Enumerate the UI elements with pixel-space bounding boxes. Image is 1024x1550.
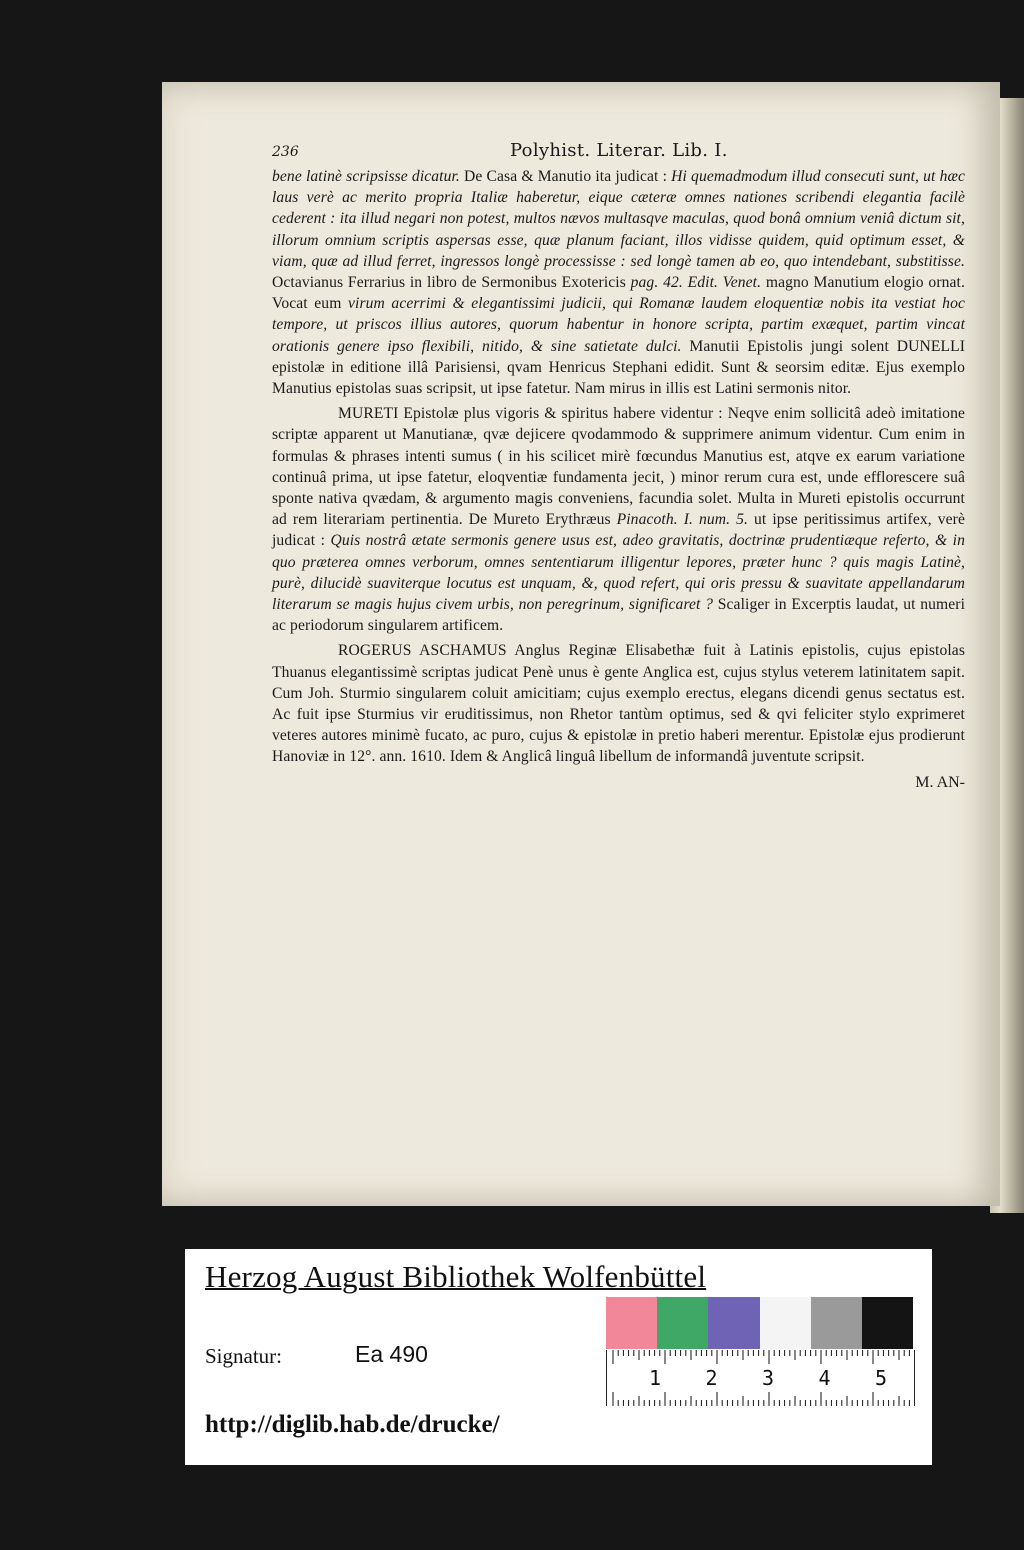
italic-text-run: bene latinè scripsisse dicatur. (272, 168, 460, 185)
italic-text-run: Quis nostrâ ætate sermonis genere usus est, adeo gravitatis, doctrinæ prudentiæque referto, & in quo præterea omnes verborum, omnes sententiarum illigentur lepores, præter hunc ? quis magis Latinè, purè, dilucidè suaviterque locutus est unquam, &, quod refert, qui oris pressu & suavitate appellandarum literarum se magis hujus civem urbis, non peregrinum, significaret ? (272, 532, 965, 614)
running-head: Polyhist. Literar. Lib. I. (510, 140, 728, 161)
measurement-ruler (606, 1350, 915, 1406)
digital-library-url: http://diglib.hab.de/drucke/ (205, 1411, 500, 1438)
text-run: ROGERUS ASCHAMUS Anglus Reginæ Elisabethæ fuit à Latinis epistolis, cujus epistolas Thuanus elegantissimè scriptas judicat Penè unus è gente Anglica est, cujus stylus veterem latinitatem sapit. Cum Joh. Sturmio singularem coluit amicitiam; cujus exemplo erectus, elegans dicendi genus sectatus est. Ac fuit ipse Sturmius vir eruditissimus, non Rhetor tantùm optimus, sed & qvi feliciter stylo exprimeret veteres autores minimè fucato, ac puro, cujus & epistolæ in pretio haberi merentur. Epistolæ ejus prodierunt Hanoviæ in 12°. ann. 1610. Idem & Anglicâ linguâ libellum de informandâ juventute scripsit. (272, 642, 965, 766)
color-swatch (862, 1297, 913, 1349)
italic-text-run: pag. 42. Edit. Venet. (630, 274, 762, 292)
color-swatch (606, 1297, 657, 1349)
text-run: Octavianus Ferrarius in libro de Sermonibus Exotericis (272, 274, 631, 292)
color-calibration-bar (606, 1297, 913, 1349)
color-swatch (657, 1297, 708, 1349)
page-header (272, 140, 965, 164)
color-swatch (760, 1297, 811, 1349)
catchword: M. AN- (915, 773, 965, 791)
library-name (205, 1259, 706, 1295)
library-name-text: Herzog August Bibliothek Wolfenbüttel (205, 1259, 707, 1294)
color-swatch (811, 1297, 862, 1349)
paragraph (272, 166, 965, 399)
ruler-number: 1 (649, 1366, 662, 1390)
signature-label: Signatur: (205, 1344, 282, 1368)
text-run: Scaliger in Excerptis laudat, ut numeri ac periodorum singularem artificem. (272, 596, 966, 635)
text-run: magno Manutium elogio ornat. Vocat eum (272, 274, 965, 313)
ruler-number: 3 (762, 1366, 775, 1390)
text-run: ut ipse peritissimus artifex, verè judicat : (272, 511, 965, 550)
page-text-block (272, 140, 965, 792)
ruler-number: 4 (818, 1366, 831, 1390)
page-number: 236 (272, 144, 299, 160)
text-run: De Casa & Manutio ita judicat : (459, 168, 672, 185)
ruler-number: 5 (875, 1366, 888, 1390)
color-swatch (708, 1297, 759, 1349)
paragraph (272, 403, 965, 636)
signature-value: Ea 490 (355, 1341, 428, 1367)
ruler-number: 2 (705, 1366, 718, 1390)
text-run: Manutii Epistolis jungi solent DUNELLI epistolæ in editione illâ Parisiensi, qvam Henricus Stephani edidit. Sunt & seorsim editæ. Ejus exemplo Manutius epistolas suas scripsit, ut ipse fatetur. Nam mirus in illis est Latini sermonis nitor. (272, 337, 965, 398)
text-run: MURETI Epistolæ plus vigoris & spiritus habere videntur : Neqve enim sollicitâ adeò imitatione scriptæ apparent ut Manutianæ, qvæ dejicere qvodammodo & supprimere animum videntur. Cum enim in formulas & phrases intenti sumus ( in his scilicet mirè fœcundus Manutius est, atqve ex earum variatione continuâ prima, ut ipse fatetur, eloqventiæ fundamenta jecit, ) minor rerum cura est, unde efflorescere suâ sponte nativa qvædam, & argumento magis conveniens, facundia solet. Multa in Mureti epistolis occurrunt ad rem literariam pertinentia. De Mureto Erythræus (272, 405, 965, 529)
paragraph (272, 640, 965, 767)
italic-text-run: Pinacoth. I. num. 5. (616, 511, 749, 529)
italic-text-run: virum acerrimi & elegantissimi judicii, qui Romanæ laudem eloquentiæ nobis ita vestiat hoc tempore, ut priscos illius autores, quorum habentur in honore scripta, partim exæquet, partim vincat orationis genere ipso flexibili, nitido, & sine satietate dulci. (272, 295, 965, 355)
book-page (162, 82, 1000, 1206)
italic-text-run: Hi quemadmodum illud consecuti sunt, ut hæc laus verè ac merito propria Italiæ haberetur, eique cæteræ omnes nationes scribendi elegantia facilè cederent : ita illud negari non potest, multos nævos multasqve maculas, quod bonâ omnium veniâ dictum sit, illorum omnium scriptis aspersas esse, quæ planum faciant, illos vidisse quidem, quid optimum esset, & viam, quæ ad illud ferret, ingressos longè processisse : sed longè tamen ab eo, quo intendebant, substitisse. (272, 168, 965, 270)
